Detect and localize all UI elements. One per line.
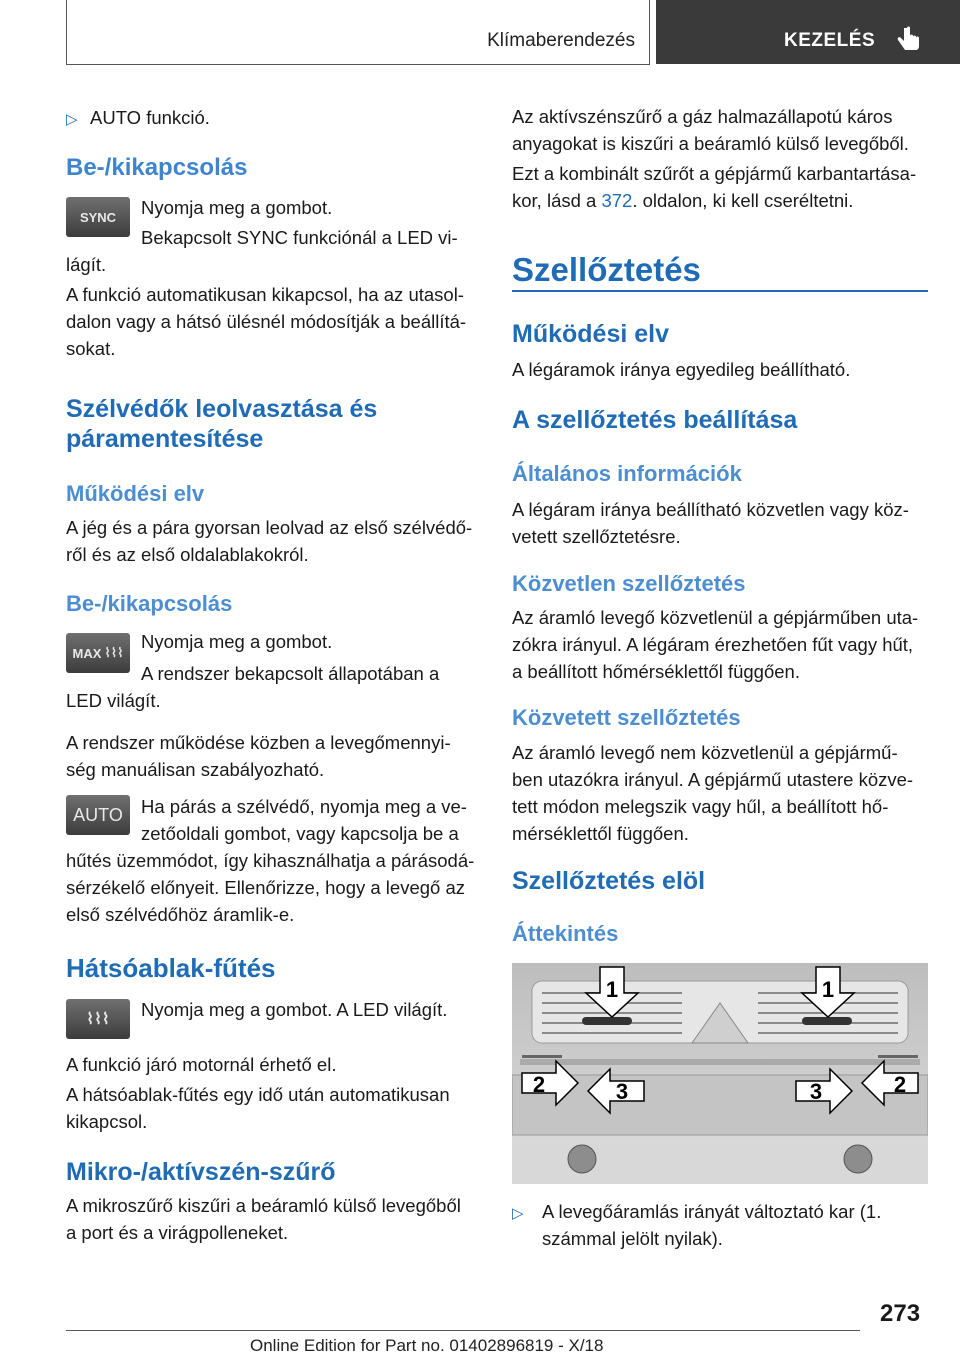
auto-text-1e: első szélvédőhöz áramlik-e. [66, 904, 295, 925]
front-vents-photo [512, 963, 928, 1184]
sync-text-3b: dalon vagy a hátsó ülésnél módosítják a beállítá- [66, 311, 467, 332]
heading-filter: Mikro-/aktívszén-szűrő [66, 1158, 336, 1186]
heading-general: Általános információk [512, 461, 742, 486]
heading-underline [512, 290, 928, 292]
auto-text-1b: zetőoldali gombot, vagy kapcsolja be a [141, 823, 459, 844]
right-text-2b-pre: kor, lásd a [512, 190, 602, 211]
bullet-auto [66, 104, 210, 133]
heading-setting: A szellőztetés beállítása [512, 406, 798, 434]
heading-front-ventilation: Szellőztetés elöl [512, 867, 706, 895]
sync-button-icon [66, 197, 130, 237]
heading-onoff-1: Be-/kikapcsolás [66, 154, 248, 181]
sync-text-3a: A funkció automatikusan kikapcsol, ha az utasol- [66, 284, 464, 305]
rear-text-3b: kikapcsol. [66, 1111, 148, 1132]
rear-defrost-icon: ⌇⌇⌇ [86, 1011, 110, 1028]
heading-principle-left: Működési elv [66, 481, 205, 506]
right-text-2a: Ezt a kombinált szűrőt a gépjármű karbantartása- [512, 163, 917, 184]
max-text-3a: A rendszer működése közben a levegőmennyi- [66, 732, 451, 753]
right-text-2b-post: . oldalon, ki kell cseréltetni. [632, 190, 854, 211]
heading-indirect: Közvetett szellőztetés [512, 705, 741, 730]
direct-text-a: Az áramló levegő közvetlenül a gépjárműben uta- [512, 607, 919, 628]
sync-text-1: Nyomja meg a gombot. [141, 197, 333, 218]
auto-text-1d: sérzékelő előnyeit. Ellenőrizze, hogy a levegő az [66, 877, 466, 898]
general-text-a: A légáram iránya beállítható közvetlen vagy köz- [512, 499, 909, 520]
right-text-2b [512, 187, 853, 214]
triangle-bullet-icon: ▷ [66, 111, 78, 128]
indirect-text-d: mérséklettől függően. [512, 823, 689, 844]
general-text-b: vetett szellőztetésre. [512, 526, 681, 547]
photo-label-2-right: 2 [893, 1072, 907, 1097]
photo-label-1-left: 1 [605, 977, 619, 1002]
heading-onoff-2: Be-/kikapcsolás [66, 591, 233, 616]
right-text-1b: anyagokat is kiszűri a beáramló külső levegőből. [512, 133, 909, 154]
principle-text: A légáramok iránya egyedileg beállítható. [512, 359, 851, 380]
indirect-text-a: Az áramló levegő nem közvetlenül a gépjármű- [512, 742, 898, 763]
indirect-text-b: ben utazókra irányul. A gépjármű utastere közve- [512, 769, 914, 790]
auto-button-icon [66, 795, 130, 835]
auto-button-label: AUTO [73, 804, 123, 825]
vents-illustration [512, 963, 928, 1184]
filter-text-1a: A mikroszűrő kiszűri a beáramló külső levegőből [66, 1195, 461, 1216]
indirect-text-c: tett módon melegszik vagy hűl, a beállított hő- [512, 796, 889, 817]
max-defrost-button-icon [66, 633, 130, 673]
photo-label-3-left: 3 [615, 1079, 629, 1104]
rear-text-2: A funkció járó motornál érhető el. [66, 1054, 337, 1075]
page-number: 273 [880, 1300, 921, 1327]
rear-text-3a: A hátsóablak-fűtés egy idő után automatikusan [66, 1084, 450, 1105]
bullet-lever [512, 1198, 881, 1227]
defrost-text-1a: A jég és a pára gyorsan leolvad az első szélvédő- [66, 517, 473, 538]
footer-edition: Online Edition for Part no. 01402896819 - X/18 [250, 1336, 604, 1355]
footer-rule [66, 1330, 860, 1331]
rear-text-1: Nyomja meg a gombot. A LED világít. [141, 999, 448, 1020]
photo-label-2-left: 2 [532, 1072, 546, 1097]
max-text-1: Nyomja meg a gombot. [141, 631, 333, 652]
direct-text-c: a beállított hőmérséklettől függően. [512, 661, 800, 682]
max-text-2a: A rendszer bekapcsolt állapotában a [141, 663, 440, 684]
header-section-box [66, 0, 650, 65]
triangle-bullet-icon: ▷ [512, 1205, 524, 1222]
filter-text-1b: a port és a virágpolleneket. [66, 1222, 289, 1243]
sync-text-3c: sokat. [66, 338, 116, 359]
sync-text-2b: lágít. [66, 254, 107, 275]
heading-ventilation: Szellőztetés [512, 251, 701, 288]
header-chapter-tab [656, 0, 960, 64]
sync-text-2a: Bekapcsolt SYNC funkciónál a LED vi- [141, 227, 458, 248]
header-section-title: Klímaberendezés [487, 30, 635, 51]
defrost-icon: ⌇⌇⌇ [104, 645, 124, 660]
photo-label-1-right: 1 [821, 977, 835, 1002]
photo-label-3-right: 3 [809, 1079, 823, 1104]
auto-text-1c: hűtés üzemmódot, így kihasználhatja a párásodá- [66, 850, 475, 871]
right-text-1a: Az aktívszénszűrő a gáz halmazállapotú káros [512, 106, 893, 127]
page-link-372[interactable]: 372 [601, 190, 633, 211]
sync-button-label: SYNC [79, 209, 117, 225]
heading-principle-right: Működési elv [512, 320, 669, 348]
heading-direct: Közvetlen szellőztetés [512, 571, 746, 596]
heading-rear-heating: Hátsóablak-fűtés [66, 953, 276, 983]
direct-text-b: zókra irányul. A légáram érezhetően fűt vagy hűt, [512, 634, 914, 655]
rear-window-heating-button-icon [66, 999, 130, 1039]
bullet-lever-text-a: A levegőáramlás irányát változtató kar (1. [542, 1201, 882, 1222]
defrost-text-1b: ről és az első oldalablakokról. [66, 544, 309, 565]
max-text-2b: LED világít. [66, 690, 161, 711]
auto-text-1a: Ha párás a szélvédő, nyomja meg a ve- [141, 796, 467, 817]
heading-overview: Áttekintés [512, 921, 619, 946]
max-text-3b: ség manuálisan szabályozható. [66, 759, 325, 780]
hand-pointer-icon [896, 26, 922, 54]
bullet-lever-text-b: számmal jelölt nyilak). [542, 1228, 723, 1249]
heading-defrost-a: Szélvédők leolvasztása és [66, 395, 378, 423]
header-chapter-label: KEZELÉS [784, 30, 876, 51]
heading-defrost-b: páramentesítése [66, 425, 264, 453]
bullet-auto-text: AUTO funkció. [90, 107, 210, 128]
max-button-label: MAX [72, 645, 102, 661]
